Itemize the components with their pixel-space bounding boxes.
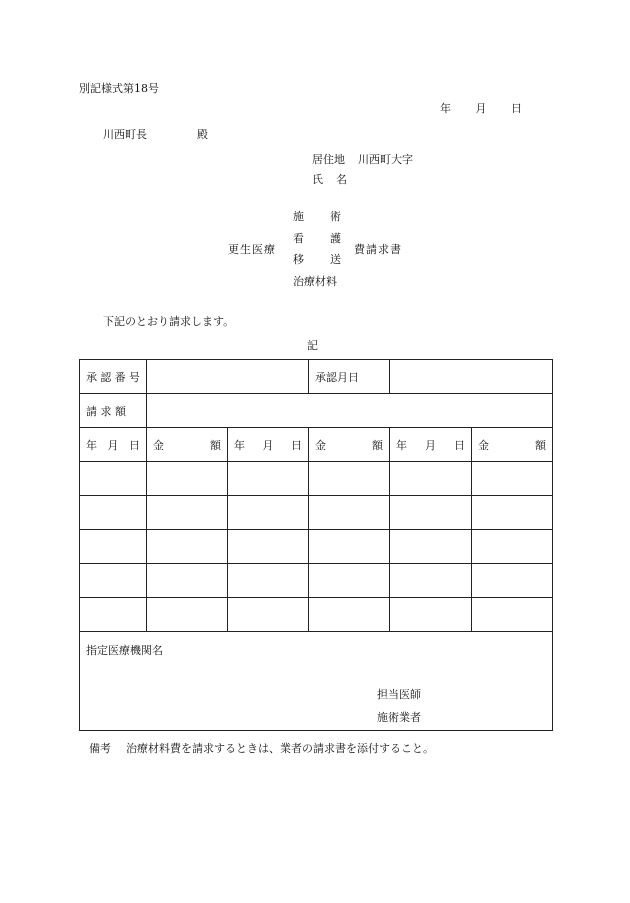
year-head: 年 <box>234 438 245 452</box>
amount-head-1: 金 <box>153 438 164 452</box>
entry-cell[interactable] <box>390 598 472 632</box>
approval-number-char: 認 <box>100 370 112 384</box>
title-option-3-char-2: 送 <box>330 253 341 266</box>
title-option-1-char-1: 施 <box>293 210 304 223</box>
addressee-name: 川西町長 <box>103 128 147 141</box>
amount-head-1: 金 <box>478 438 489 452</box>
month-label: 月 <box>475 102 487 115</box>
amount-head-2: 額 <box>372 438 383 452</box>
entry-row <box>80 564 553 598</box>
institution-label: 指定医療機関名 <box>86 644 163 657</box>
approval-number-label <box>80 360 147 394</box>
entry-row <box>80 598 553 632</box>
entry-cell[interactable] <box>228 598 309 632</box>
amount-col-header <box>472 428 553 462</box>
note-label: 備考 <box>89 742 111 755</box>
institution-row <box>80 632 553 731</box>
entry-cell[interactable] <box>228 530 309 564</box>
date-col-header <box>80 428 147 462</box>
ki-heading: 記 <box>307 339 318 352</box>
intro-text: 下記のとおり請求します。 <box>103 315 235 328</box>
title-option-2 <box>293 230 341 246</box>
entry-row <box>80 462 553 496</box>
residence-label: 居住地 <box>312 153 345 166</box>
day-head: 日 <box>454 438 465 452</box>
approval-number-char: 承 <box>86 370 97 384</box>
entry-cell[interactable] <box>147 530 228 564</box>
title-option-3 <box>293 251 341 267</box>
name-label-1: 氏 <box>312 173 323 186</box>
day-head: 日 <box>291 438 302 452</box>
entry-cell[interactable] <box>147 598 228 632</box>
column-header-row <box>80 428 553 462</box>
month-head: 月 <box>107 438 119 452</box>
entry-row <box>80 496 553 530</box>
entry-cell[interactable] <box>472 462 553 496</box>
institution-cell[interactable] <box>80 632 553 731</box>
date-line <box>440 100 522 116</box>
year-head: 年 <box>396 438 407 452</box>
title-option-2-char-2: 護 <box>330 232 341 245</box>
title-option-1 <box>293 208 341 224</box>
approval-number-char: 号 <box>128 370 140 384</box>
approval-number-field[interactable] <box>147 360 309 394</box>
form-number: 別記様式第18号 <box>79 82 159 95</box>
day-head: 日 <box>129 438 140 452</box>
year-head: 年 <box>86 438 97 452</box>
claim-amount-char: 額 <box>115 404 126 418</box>
claim-amount-row <box>80 394 553 428</box>
date-col-header <box>228 428 309 462</box>
amount-head-2: 額 <box>210 438 221 452</box>
title-option-1-char-2: 術 <box>330 210 341 223</box>
note-text: 治療材料費を請求するときは、業者の請求書を添付すること。 <box>126 742 434 755</box>
claim-amount-label <box>80 394 147 428</box>
claim-amount-char: 求 <box>100 404 112 418</box>
entry-cell[interactable] <box>309 530 390 564</box>
month-head: 月 <box>262 438 274 452</box>
title-prefix: 更生医療 <box>228 243 276 256</box>
approval-row <box>80 360 553 394</box>
entry-cell[interactable] <box>309 598 390 632</box>
entry-cell[interactable] <box>472 530 553 564</box>
title-suffix: 費請求書 <box>354 243 402 256</box>
year-label: 年 <box>440 102 451 115</box>
entry-cell[interactable] <box>80 530 147 564</box>
entry-row <box>80 530 553 564</box>
approval-date-label: 承認月日 <box>309 360 390 394</box>
entry-cell[interactable] <box>80 462 147 496</box>
name-label-2: 名 <box>336 173 347 186</box>
residence-value: 川西町大字 <box>358 153 413 166</box>
entry-cell[interactable] <box>390 462 472 496</box>
entry-cell[interactable] <box>309 564 390 598</box>
addressee-honorific: 殿 <box>197 128 208 141</box>
doctor-label: 担当医師 <box>377 688 421 701</box>
entry-cell[interactable] <box>472 598 553 632</box>
entry-cell[interactable] <box>390 564 472 598</box>
entry-cell[interactable] <box>309 462 390 496</box>
entry-cell[interactable] <box>80 564 147 598</box>
amount-col-header <box>309 428 390 462</box>
entry-cell[interactable] <box>390 530 472 564</box>
practitioner-label: 施術業者 <box>377 711 421 724</box>
title-option-4: 治療材料 <box>293 275 337 288</box>
month-head: 月 <box>425 438 436 452</box>
entry-cell[interactable] <box>390 496 472 530</box>
entry-cell[interactable] <box>80 598 147 632</box>
entry-cell[interactable] <box>147 496 228 530</box>
entry-cell[interactable] <box>472 564 553 598</box>
entry-cell[interactable] <box>309 496 390 530</box>
amount-head-2: 額 <box>535 438 546 452</box>
date-col-header <box>390 428 472 462</box>
claim-table <box>79 359 553 731</box>
entry-cell[interactable] <box>228 496 309 530</box>
title-option-2-char-1: 看 <box>293 232 304 245</box>
claim-amount-char: 請 <box>86 404 97 418</box>
title-option-3-char-1: 移 <box>293 253 304 266</box>
claim-amount-field[interactable] <box>147 394 553 428</box>
entry-cell[interactable] <box>80 496 147 530</box>
entry-cell[interactable] <box>147 564 228 598</box>
amount-col-header <box>147 428 228 462</box>
approval-date-field[interactable] <box>390 360 553 394</box>
entry-cell[interactable] <box>147 462 228 496</box>
approval-number-char: 番 <box>114 370 126 384</box>
amount-head-1: 金 <box>315 438 326 452</box>
day-label: 日 <box>511 102 522 115</box>
entry-cell[interactable] <box>228 462 309 496</box>
entry-cell[interactable] <box>472 496 553 530</box>
entry-cell[interactable] <box>228 564 309 598</box>
